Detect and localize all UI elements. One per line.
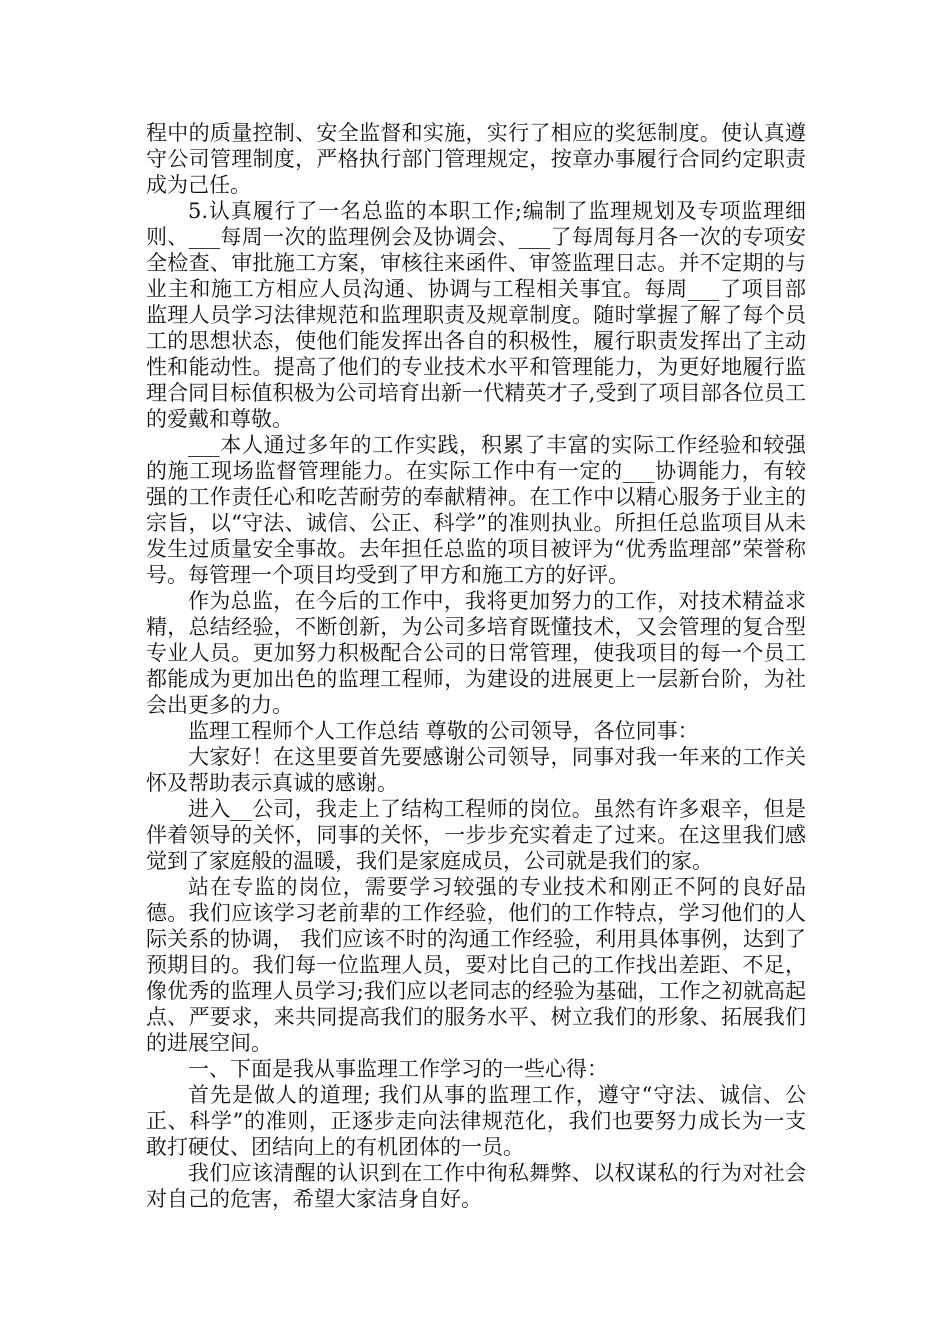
paragraph-7: 进入__公司，我走上了结构工程师的岗位。虽然有许多艰辛，但是伴着领导的关怀，同事的关怀，一步步充实着走了过来。在这里我们感觉到了家庭般的温暖，我们是家庭成员，公司就是我们的家。 xyxy=(146,797,806,873)
paragraph-5: 监理工程师个人工作总结 尊敬的公司领导，各位同事： xyxy=(188,719,699,743)
document-body xyxy=(146,120,806,1212)
paragraph-11: 我们应该清醒的认识到在工作中徇私舞弊、以权谋私的行为对社会对自己的危害，希望大家洁身自好。 xyxy=(146,1161,806,1211)
paragraph-8: 站在专监的岗位，需要学习较强的专业技术和刚正不阿的良好品德。我们应该学习老前辈的工作经验，他们的工作特点，学习他们的人际关系的协调， 我们应该不时的沟通工作经验，利用具体事例，达到了预期目的。我们每一位监理人员，要对比自己的工作找出差距、不足，像优秀的监理人员学习;我们应以老同志的经验为基础，工作之初就高起点、严要求，来共同提高我们的服务水平、树立我们的形象、拓展我们的进展空间。 xyxy=(146,875,806,1055)
paragraph-10: 首先是做人的道理; 我们从事的监理工作，遵守“守法、诚信、公正、科学”的准则，正逐步走向法律规范化，我们也要努力成长为一支敢打硬仗、团结向上的有机团体的一员。 xyxy=(146,1083,806,1159)
paragraph-4: 作为总监，在今后的工作中，我将更加努力的工作，对技术精益求精，总结经验，不断创新，为公司多培育既懂技术，又会管理的复合型专业人员。更加努力积极配合公司的日常管理，使我项目的每一个员工都能成为更加出色的监理工程师，为建设的进展更上一层新台阶，为社会出更多的力。 xyxy=(146,589,806,717)
paragraph-6: 大家好！在这里要首先要感谢公司领导，同事对我一年来的工作关怀及帮助表示真诚的感谢。 xyxy=(146,745,806,795)
paragraph-3: ___本人通过多年的工作实践，积累了丰富的实际工作经验和较强的施工现场监督管理能力。在实际工作中有一定的___协调能力，有较强的工作责任心和吃苦耐劳的奉献精神。在工作中以精心服务于业主的宗旨，以“守法、诚信、公正、科学”的准则执业。所担任总监项目从未发生过质量安全事故。去年担任总监的项目被评为“优秀监理部”荣誉称号。每管理一个项目均受到了甲方和施工方的好评。 xyxy=(146,433,806,587)
paragraph-1: 程中的质量控制、安全监督和实施，实行了相应的奖惩制度。使认真遵守公司管理制度，严格执行部门管理规定，按章办事履行合同约定职责成为己任。 xyxy=(146,121,806,197)
paragraph-9: 一、下面是我从事监理工作学习的一些心得： xyxy=(188,1057,608,1081)
paragraph-2: 5.认真履行了一名总监的本职工作;编制了监理规划及专项监理细则、___每周一次的监理例会及协调会、___了每周每月各一次的专项安全检查、审批施工方案，审核往来函件、审签监理日志。并不定期的与业主和施工方相应人员沟通、协调与工程相关事宜。每周___了项目部监理人员学习法律规范和监理职责及规章制度。随时掌握了解了每个员工的思想状态，使他们能发挥出各自的积极性，履行职责发挥出了主动性和能动性。提高了他们的专业技术水平和管理能力，为更好地履行监理合同目标值积极为公司培育出新一代精英才子,受到了项目部各位员工的爱戴和尊敬。 xyxy=(146,199,806,431)
